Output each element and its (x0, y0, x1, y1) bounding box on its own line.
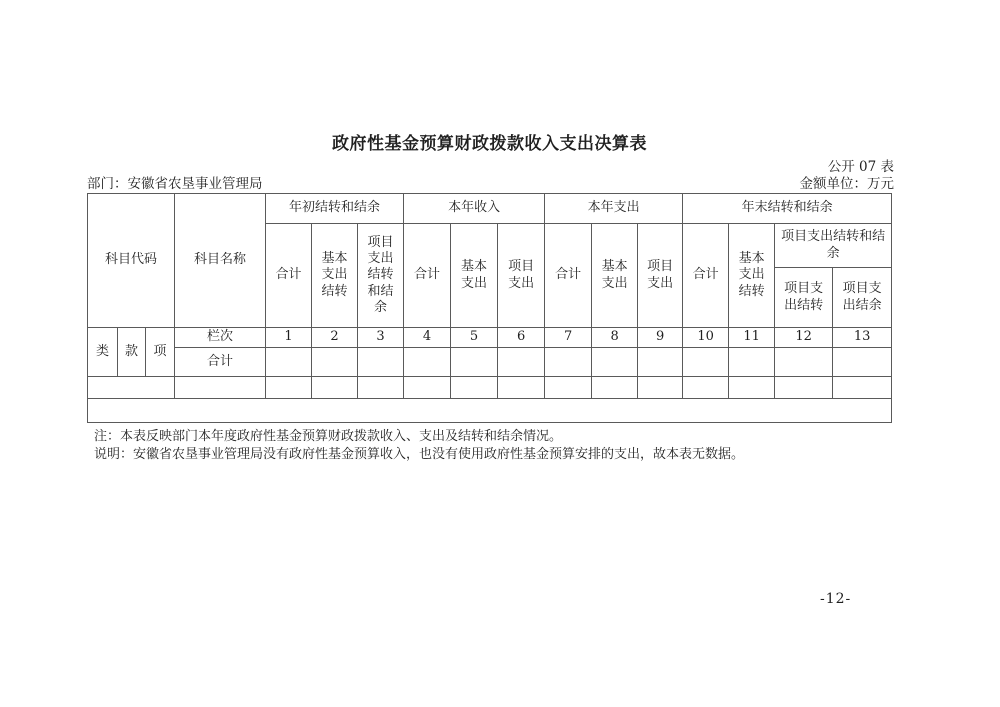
empty-cell-9 (638, 377, 683, 399)
header-col-2: 基本支出结转 (312, 224, 358, 328)
meta-row (87, 172, 894, 192)
total-cell-10 (683, 348, 729, 377)
total-cell-3 (358, 348, 404, 377)
empty-cell-7 (545, 377, 592, 399)
header-col-3: 项目支出结转和结余 (358, 224, 404, 328)
total-cell-1 (266, 348, 312, 377)
col-number-13: 13 (833, 328, 892, 348)
unit-label: 金额单位：万元 (799, 176, 894, 192)
col-number-2: 2 (312, 328, 358, 348)
total-row (88, 348, 892, 377)
empty-cell-10 (683, 377, 729, 399)
header-col-12: 项目支出结转 (775, 268, 833, 328)
empty-cell-5 (451, 377, 498, 399)
header-group-begin-balance: 年初结转和结余 (266, 194, 404, 224)
total-cell-8 (592, 348, 638, 377)
page-number: -12- (820, 591, 852, 607)
empty-cell-12 (775, 377, 833, 399)
header-col-11: 基本支出结转 (729, 224, 775, 328)
col-number-9: 9 (638, 328, 683, 348)
footer-full-cell (88, 399, 892, 423)
header-subject-name: 科目名称 (175, 194, 266, 328)
total-cell-13 (833, 348, 892, 377)
empty-cell-6 (498, 377, 545, 399)
empty-cell-2 (312, 377, 358, 399)
col-number-1: 1 (266, 328, 312, 348)
header-group-end-balance: 年末结转和结余 (683, 194, 892, 224)
total-row-label: 合计 (175, 348, 266, 377)
header-group-year-expense: 本年支出 (545, 194, 683, 224)
col-number-6: 6 (498, 328, 545, 348)
header-col-1: 合计 (266, 224, 312, 328)
total-cell-2 (312, 348, 358, 377)
col-number-11: 11 (729, 328, 775, 348)
department-label: 部门：安徽省农垦事业管理局 (87, 176, 263, 192)
col-number-5: 5 (451, 328, 498, 348)
code-col-section: 款 (118, 328, 146, 377)
col-number-12: 12 (775, 328, 833, 348)
notes-block (94, 428, 744, 463)
total-cell-12 (775, 348, 833, 377)
col-number-4: 4 (404, 328, 451, 348)
header-col-5: 基本支出 (451, 224, 498, 328)
note-line-1: 注：本表反映部门本年度政府性基金预算财政拨款收入、支出及结转和结余情况。 (94, 429, 563, 444)
header-col-10: 合计 (683, 224, 729, 328)
col-number-3: 3 (358, 328, 404, 348)
note-line-2: 说明：安徽省农垦事业管理局没有政府性基金预算收入，也没有使用政府性基金预算安排的支出，故本表无数据。 (94, 446, 745, 462)
header-col-13: 项目支出结余 (833, 268, 892, 328)
empty-name-cell (175, 377, 266, 399)
col-number-10: 10 (683, 328, 729, 348)
empty-cell-4 (404, 377, 451, 399)
empty-code-cell (88, 377, 175, 399)
total-cell-5 (451, 348, 498, 377)
column-index-row (88, 328, 892, 348)
header-col-8: 基本支出 (592, 224, 638, 328)
header-group-row (88, 194, 892, 224)
header-subject-code: 科目代码 (88, 194, 175, 328)
empty-cell-3 (358, 377, 404, 399)
header-group-year-income: 本年收入 (404, 194, 545, 224)
total-cell-4 (404, 348, 451, 377)
footer-row (88, 399, 892, 423)
total-cell-11 (729, 348, 775, 377)
empty-cell-13 (833, 377, 892, 399)
code-col-item: 项 (146, 328, 175, 377)
header-col-9: 项目支出 (638, 224, 683, 328)
row-label-lanci: 栏次 (175, 328, 266, 348)
form-number-label: 公开 07 表 (827, 159, 894, 175)
empty-cell-8 (592, 377, 638, 399)
empty-cell-1 (266, 377, 312, 399)
total-cell-6 (498, 348, 545, 377)
header-col-6: 项目支出 (498, 224, 545, 328)
code-col-class: 类 (88, 328, 118, 377)
header-subgroup-project-balance: 项目支出结转和结余 (775, 224, 892, 268)
col-number-8: 8 (592, 328, 638, 348)
header-col-4: 合计 (404, 224, 451, 328)
budget-table (87, 193, 892, 423)
col-number-7: 7 (545, 328, 592, 348)
header-col-7: 合计 (545, 224, 592, 328)
total-cell-7 (545, 348, 592, 377)
total-cell-9 (638, 348, 683, 377)
empty-data-row (88, 377, 892, 399)
empty-cell-11 (729, 377, 775, 399)
page-title: 政府性基金预算财政拨款收入支出决算表 (332, 134, 647, 154)
